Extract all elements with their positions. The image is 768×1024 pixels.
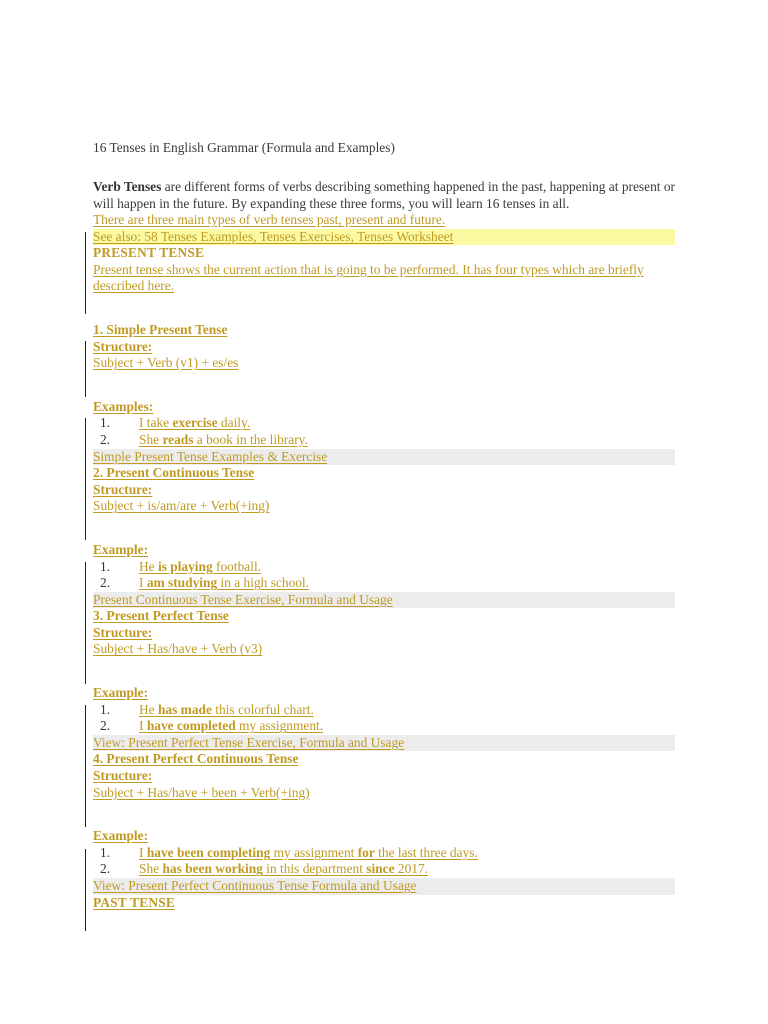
tense-link[interactable]: Present Continuous Tense Exercise, Formula and Usage xyxy=(93,592,675,609)
example-part: 2017. xyxy=(394,861,429,877)
revision-bar xyxy=(85,418,86,540)
revision-bar xyxy=(85,849,86,931)
example-part: She xyxy=(139,861,163,877)
list-item xyxy=(93,575,675,592)
intro-text: are different forms of verbs describing something happened in the past, happening at present or will happen in the future. By expanding these three forms, you will learn 16 tenses in all. xyxy=(93,179,675,211)
example-part: this colorful chart. xyxy=(211,701,314,717)
structure-formula: Subject + Verb (v1) + es/es xyxy=(93,355,239,371)
list-number: 1. xyxy=(100,844,111,860)
list-item xyxy=(93,718,675,735)
example-verb: has made xyxy=(157,701,212,717)
tense-heading[interactable]: 3. Present Perfect Tense xyxy=(93,608,229,624)
example-part: He xyxy=(139,701,158,717)
structure-label: Structure: xyxy=(93,624,153,640)
list-item xyxy=(93,702,675,719)
example-part: daily. xyxy=(217,415,251,431)
tense-section xyxy=(93,608,675,751)
tense-heading[interactable]: 1. Simple Present Tense xyxy=(93,321,228,337)
example-text xyxy=(139,845,478,860)
list-number: 1. xyxy=(100,701,111,717)
example-part: He xyxy=(139,558,158,574)
example-part: in a high school. xyxy=(217,575,310,591)
tense-link[interactable]: View: Present Perfect Tense Exercise, Formula and Usage xyxy=(93,735,675,752)
structure-label: Structure: xyxy=(93,768,153,784)
example-part: I xyxy=(139,575,147,591)
examples-label: Example: xyxy=(93,541,149,557)
examples-label: Example: xyxy=(93,828,149,844)
tense-section xyxy=(93,751,675,894)
examples-list xyxy=(93,415,675,448)
present-tense-description[interactable]: Present tense shows the current action that is going to be performed. It has four types which are briefly described here. xyxy=(93,261,644,294)
past-tense-heading[interactable]: PAST TENSE xyxy=(93,894,176,910)
revision-bar xyxy=(85,562,86,684)
tense-link[interactable]: Simple Present Tense Examples & Exercise xyxy=(93,449,675,466)
example-verb: am studying xyxy=(146,575,218,591)
example-part: my assignment. xyxy=(235,718,324,734)
examples-label: Example: xyxy=(93,685,149,701)
list-number: 2. xyxy=(100,718,111,734)
document-title: 16 Tenses in English Grammar (Formula and Examples) xyxy=(93,140,395,155)
example-part: I xyxy=(139,718,147,734)
see-also-link[interactable]: See also: 58 Tenses Examples, Tenses Exercises, Tenses Worksheet xyxy=(93,229,675,246)
list-number: 2. xyxy=(100,861,111,877)
example-text xyxy=(139,718,323,733)
example-keyword: for xyxy=(357,844,375,860)
tense-link[interactable]: View: Present Perfect Continuous Tense Formula and Usage xyxy=(93,878,675,895)
example-text xyxy=(139,861,428,876)
revision-bar xyxy=(85,232,86,314)
example-keyword: since xyxy=(366,861,395,877)
list-item xyxy=(93,845,675,862)
example-text xyxy=(139,432,308,447)
example-verb: exercise xyxy=(172,415,218,431)
tense-heading[interactable]: 2. Present Continuous Tense xyxy=(93,465,255,481)
intro-paragraph xyxy=(93,178,675,212)
example-part: in this department xyxy=(262,861,367,877)
example-part: I take xyxy=(139,415,173,431)
revision-bar xyxy=(85,705,86,827)
document-body xyxy=(93,139,675,911)
structure-label: Structure: xyxy=(93,481,153,497)
structure-formula: Subject + is/am/are + Verb(+ing) xyxy=(93,498,270,514)
list-item xyxy=(93,432,675,449)
example-part: a book in the library. xyxy=(193,431,308,447)
tense-heading[interactable]: 4. Present Perfect Continuous Tense xyxy=(93,751,299,767)
example-verb: have completed xyxy=(146,718,236,734)
example-text xyxy=(139,415,250,430)
main-types-link[interactable]: There are three main types of verb tenses past, present and future. xyxy=(93,212,446,227)
examples-list xyxy=(93,845,675,878)
revision-bar xyxy=(85,341,86,397)
intro-bold-term: Verb Tenses xyxy=(93,179,162,194)
list-number: 2. xyxy=(100,575,111,591)
tense-section xyxy=(93,322,675,465)
list-item xyxy=(93,861,675,878)
example-text xyxy=(139,702,314,717)
tense-section xyxy=(93,465,675,608)
example-verb: reads xyxy=(162,431,194,447)
present-tense-heading: PRESENT TENSE xyxy=(93,245,205,261)
example-verb: has been working xyxy=(162,861,263,877)
structure-formula: Subject + Has/have + been + Verb(+ing) xyxy=(93,784,310,800)
example-part: football. xyxy=(212,558,262,574)
list-number: 1. xyxy=(100,558,111,574)
example-verb: is playing xyxy=(157,558,213,574)
list-item xyxy=(93,415,675,432)
example-text xyxy=(139,575,309,590)
examples-list xyxy=(93,702,675,735)
list-number: 1. xyxy=(100,415,111,431)
example-part: the last three days. xyxy=(374,844,478,860)
structure-formula: Subject + Has/have + Verb (v3) xyxy=(93,641,263,657)
example-verb: have been completing xyxy=(146,844,271,860)
example-part: She xyxy=(139,431,163,447)
list-number: 2. xyxy=(100,431,111,447)
example-text xyxy=(139,559,261,574)
list-item xyxy=(93,559,675,576)
examples-label: Examples: xyxy=(93,398,154,414)
example-part: my assignment xyxy=(270,844,358,860)
example-part: I xyxy=(139,844,147,860)
examples-list xyxy=(93,559,675,592)
structure-label: Structure: xyxy=(93,338,153,354)
